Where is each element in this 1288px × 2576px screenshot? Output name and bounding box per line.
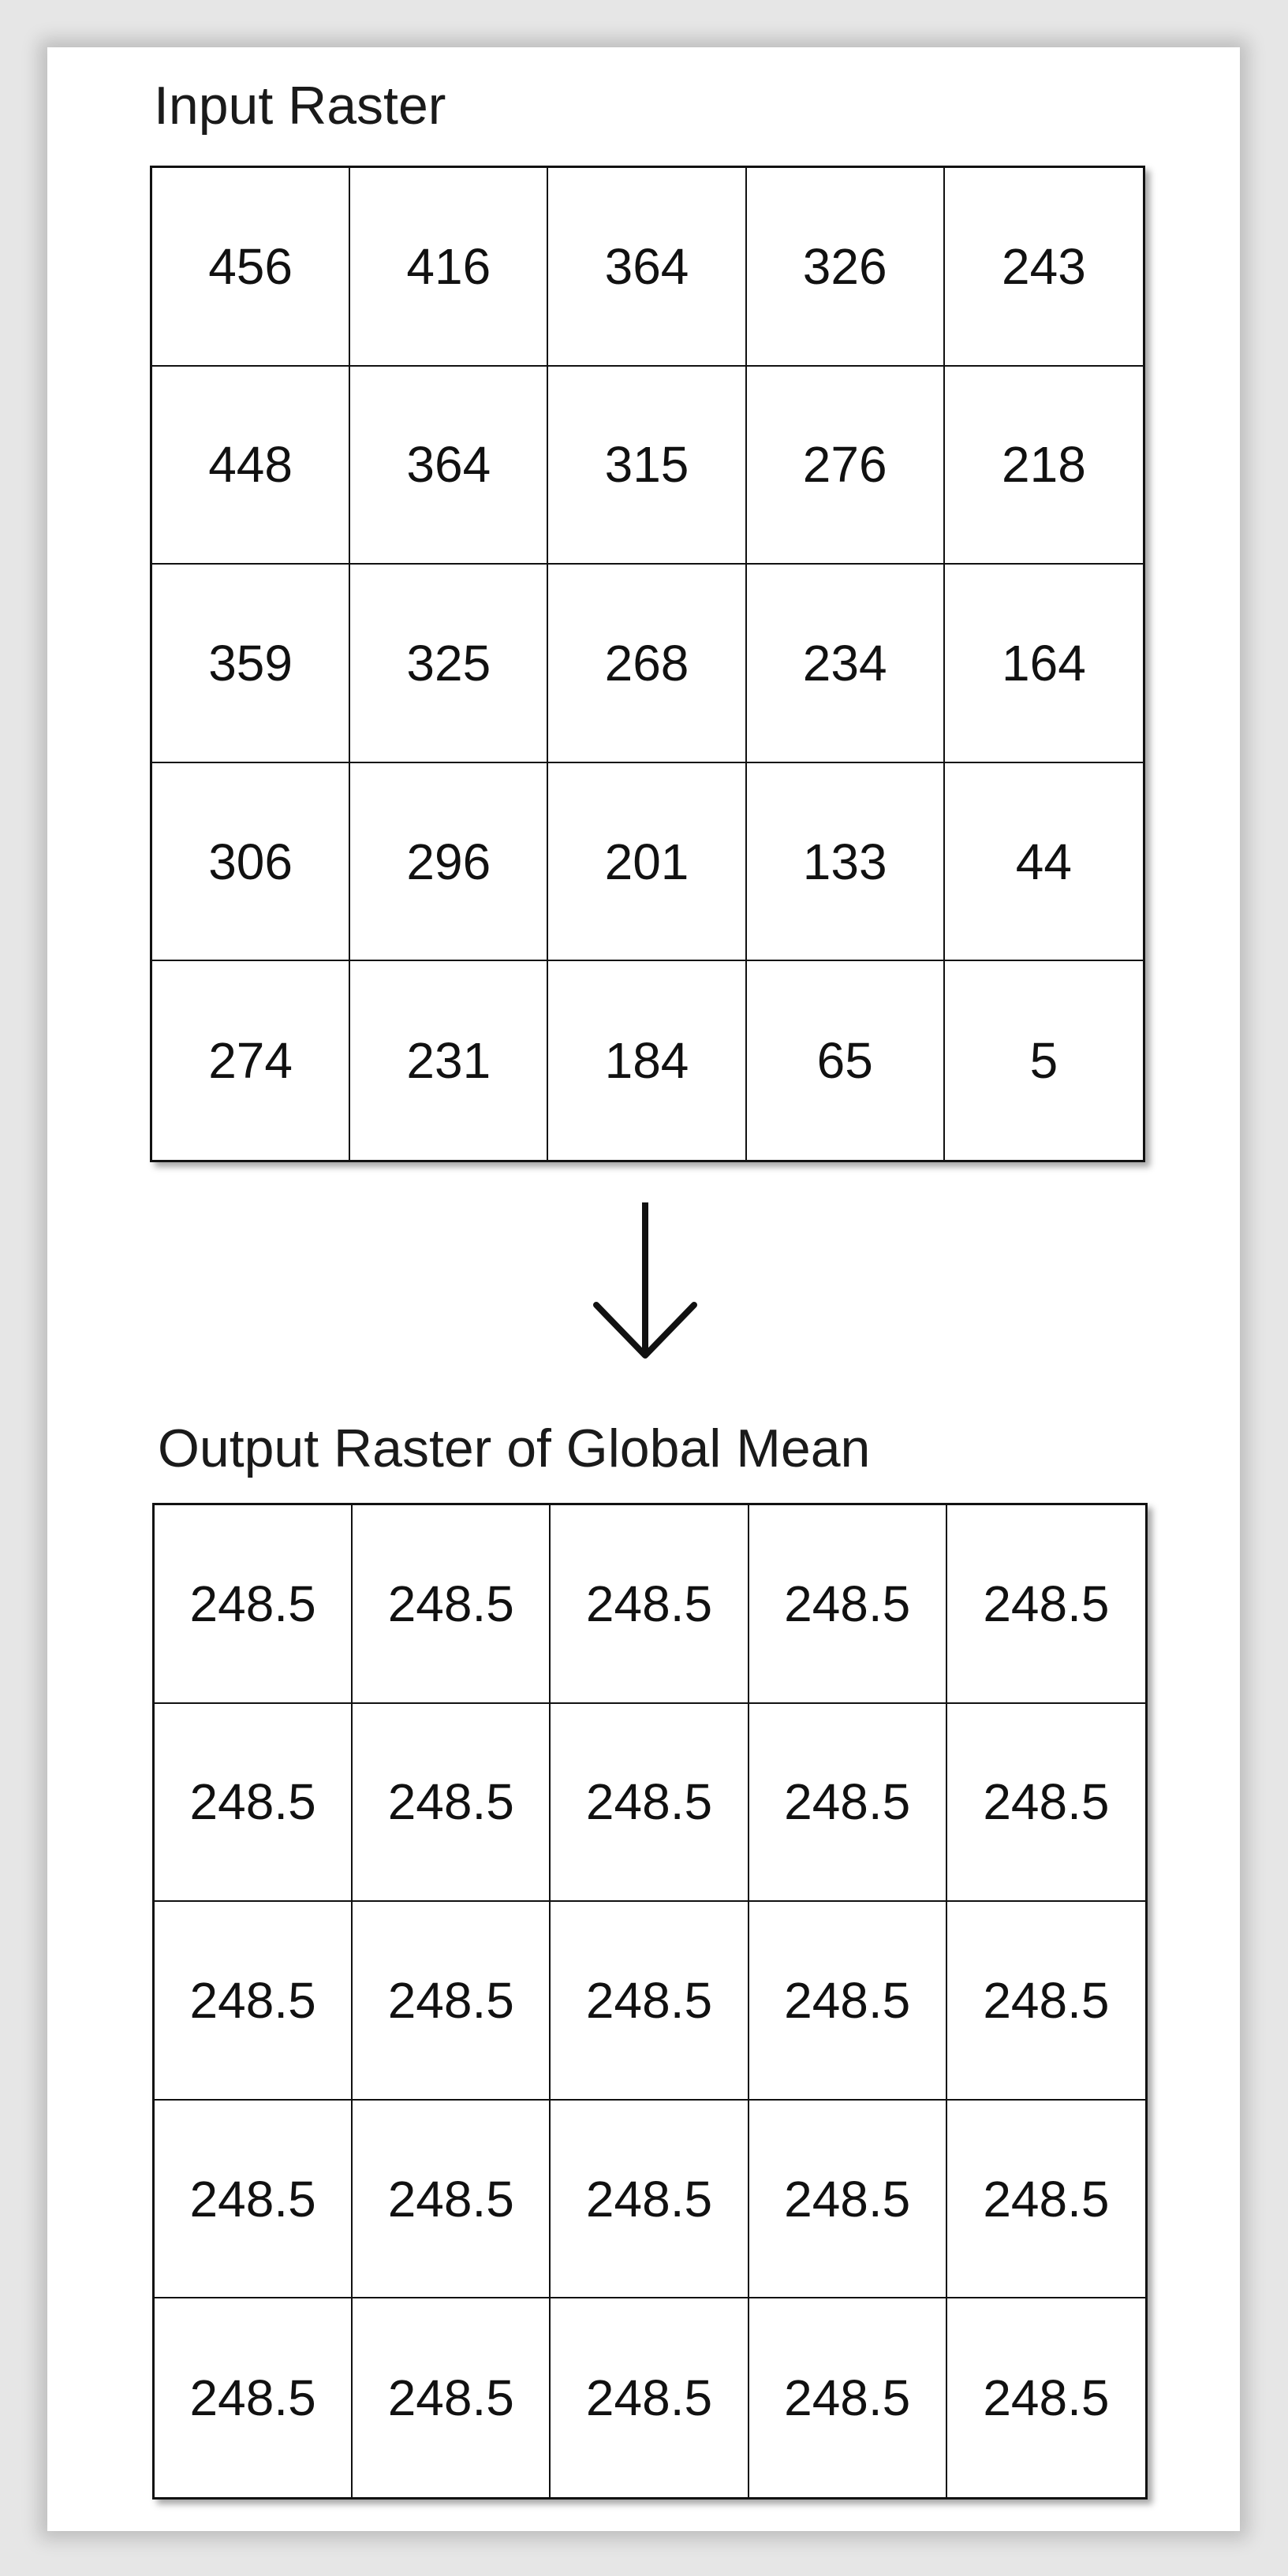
output-cell: 248.5 — [947, 1704, 1145, 1903]
input-cell: 276 — [747, 367, 945, 565]
input-cell: 364 — [548, 168, 746, 367]
output-cell: 248.5 — [155, 2298, 353, 2497]
output-raster-title: Output Raster of Global Mean — [158, 1418, 871, 1478]
input-cell: 326 — [747, 168, 945, 367]
input-cell: 234 — [747, 565, 945, 763]
output-cell: 248.5 — [353, 1505, 551, 1704]
output-cell: 248.5 — [155, 2101, 353, 2299]
output-cell: 248.5 — [749, 2101, 947, 2299]
output-cell: 248.5 — [983, 2369, 1110, 2427]
output-cell: 248.5 — [947, 1902, 1145, 2101]
output-cell: 248.5 — [551, 2298, 749, 2497]
output-cell: 248.5 — [749, 1505, 947, 1704]
output-cell: 248.5 — [749, 2298, 947, 2497]
output-cell: 248.5 — [155, 1704, 353, 1903]
input-cell: 364 — [350, 367, 548, 565]
output-cell: 248.5 — [353, 2101, 551, 2299]
output-cell: 248.5 — [749, 1704, 947, 1903]
output-cell: 248.5 — [353, 2298, 551, 2497]
input-cell: 306 — [152, 763, 350, 962]
input-cell: 243 — [945, 168, 1143, 367]
output-cell: 248.5 — [749, 1902, 947, 2101]
input-cell: 5 — [1029, 1032, 1058, 1090]
output-cell: 248.5 — [551, 2101, 749, 2299]
output-cell: 248.5 — [551, 1902, 749, 2101]
input-raster-grid — [150, 166, 1145, 1162]
input-cell: 201 — [548, 763, 746, 962]
input-cell: 184 — [548, 961, 746, 1160]
output-raster-grid — [152, 1503, 1148, 2500]
output-cell: 248.5 — [155, 1505, 353, 1704]
input-raster-title: Input Raster — [154, 76, 446, 136]
input-cell: 133 — [747, 763, 945, 962]
output-cell: 248.5 — [353, 1704, 551, 1903]
input-cell: 359 — [152, 565, 350, 763]
down-arrow-icon — [593, 1202, 697, 1360]
input-cell: 325 — [350, 565, 548, 763]
input-cell: 448 — [152, 367, 350, 565]
output-cell: 248.5 — [947, 1505, 1145, 1704]
input-cell: 65 — [747, 961, 945, 1160]
output-cell: 248.5 — [551, 1505, 749, 1704]
input-cell: 218 — [945, 367, 1143, 565]
input-cell: 296 — [350, 763, 548, 962]
input-cell: 416 — [350, 168, 548, 367]
input-cell: 164 — [945, 565, 1143, 763]
output-cell: 248.5 — [155, 1902, 353, 2101]
output-cell: 248.5 — [551, 1704, 749, 1903]
output-cell: 248.5 — [947, 2101, 1145, 2299]
input-cell: 268 — [548, 565, 746, 763]
input-cell: 274 — [152, 961, 350, 1160]
input-cell: 315 — [548, 367, 746, 565]
input-cell: 456 — [152, 168, 350, 367]
input-cell: 44 — [945, 763, 1143, 962]
input-cell: 231 — [350, 961, 548, 1160]
output-cell: 248.5 — [353, 1902, 551, 2101]
